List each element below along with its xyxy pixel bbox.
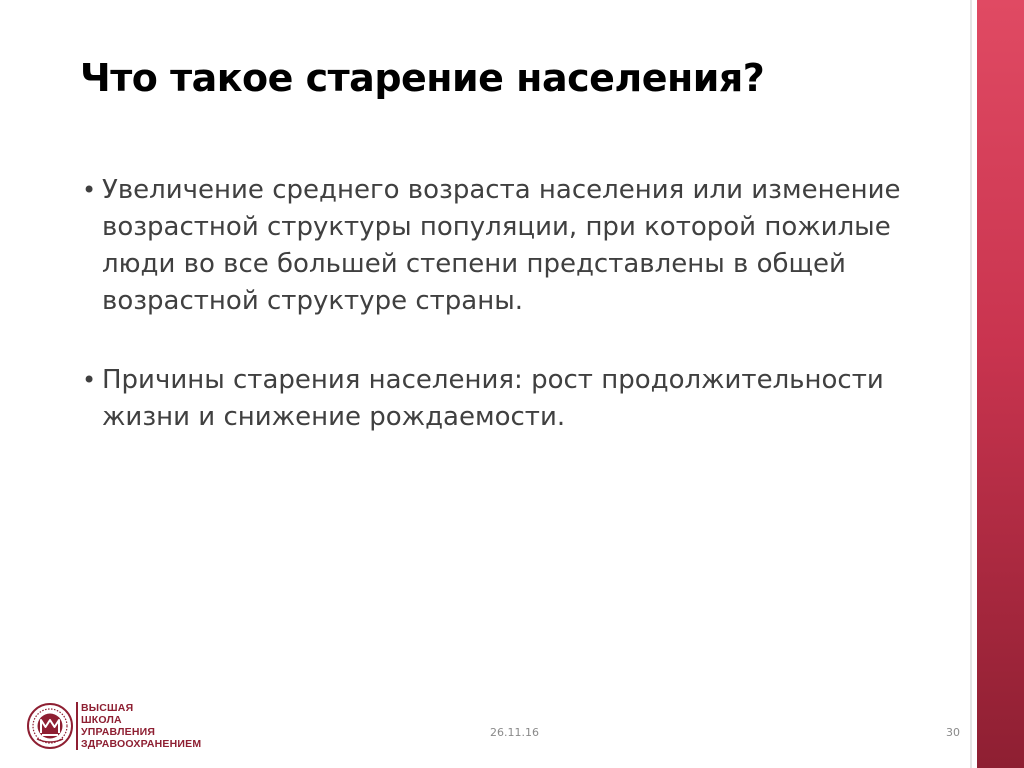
bullet-item-definition	[82, 172, 932, 320]
bullet-marker: •	[82, 176, 97, 204]
bullet-text: Увеличение среднего возраста населения или изменение возрастной структуры популяции, при которой пожилые люди во все большей степени представлены в общей возрастной структуре страны.	[102, 175, 901, 316]
footer-date: 26.11.16	[490, 726, 539, 739]
logo-line: ВЫСШАЯ	[81, 702, 134, 714]
logo-text	[81, 702, 201, 750]
bullet-marker: •	[82, 366, 97, 394]
side-accent-line	[970, 0, 972, 768]
bullet-list	[82, 172, 932, 478]
school-logo	[27, 702, 201, 750]
logo-line: ЗДРАВООХРАНЕНИЕМ	[81, 738, 202, 750]
slide-title: Что такое старение населения?	[80, 56, 765, 100]
logo-line: УПРАВЛЕНИЯ	[81, 726, 156, 738]
logo-line: ШКОЛА	[81, 714, 122, 726]
logo-divider	[76, 702, 78, 750]
bullet-text: Причины старения населения: рост продолжительности жизни и снижение рождаемости.	[102, 365, 884, 432]
bullet-item-causes	[82, 362, 932, 436]
page-number: 30	[946, 726, 960, 739]
university-emblem-icon	[27, 703, 73, 749]
side-accent-bar	[977, 0, 1024, 768]
